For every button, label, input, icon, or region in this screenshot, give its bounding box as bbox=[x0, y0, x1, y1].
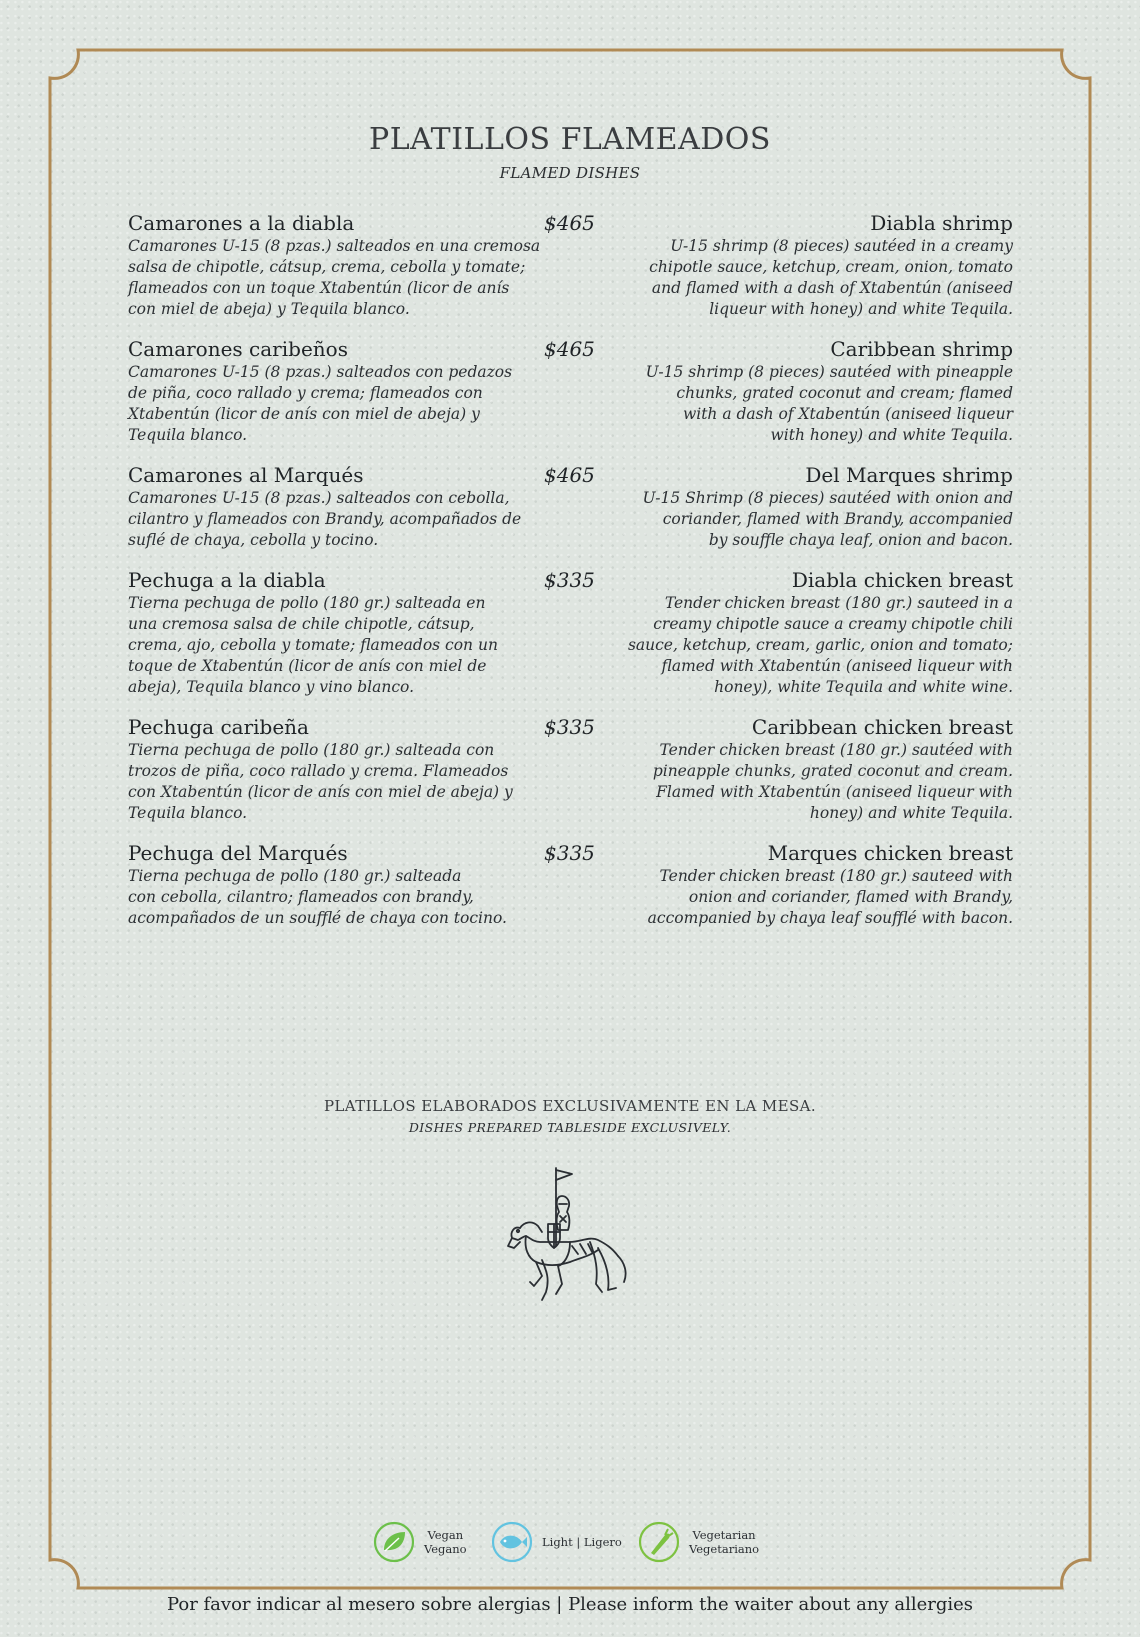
dish-description-en: U-15 shrimp (8 pieces) sautéed with pineapple chunks, grated coconut and cream; flamed with a dash of Xtabentún (aniseed liqueur with honey) and white Tequila. bbox=[645, 363, 1013, 444]
allergy-notice: Por favor indicar al mesero sobre alergias | Please inform the waiter about any allergies bbox=[166, 1594, 974, 1615]
dish-description-en: Tender chicken breast (180 gr.) sauteed with onion and coriander, flamed with Brandy, accompanied by chaya leaf soufflé with bacon. bbox=[647, 867, 1013, 927]
dish-description-es: Camarones U-15 (8 pzas.) salteados en una cremosa salsa de chipotle, cátsup, crema, cebolla y tomate; flameados con un toque Xtabentún (licor de anís con miel de abeja) y Tequila blanco. bbox=[128, 237, 541, 318]
dish-name-en: Diabla shrimp bbox=[870, 211, 1013, 235]
page-subtitle: FLAMED DISHES bbox=[499, 164, 641, 182]
dish-description-es: Tierna pechuga de pollo (180 gr.) salteada con trozos de piña, coco rallado y crema. Flameados con Xtabentún (licor de anís con miel de abeja) y Tequila blanco. bbox=[128, 741, 513, 822]
vegan-label-en: Vegan bbox=[427, 1528, 464, 1542]
dish-description-es: Tierna pechuga de pollo (180 gr.) salteada con cebolla, cilantro; flameados con brandy, acompañados de un soufflé de chaya con tocino. bbox=[128, 867, 507, 927]
dish-name-es: Camarones al Marqués bbox=[128, 463, 364, 487]
dish-name-en: Caribbean chicken breast bbox=[751, 715, 1013, 739]
dish-name-es: Pechuga caribeña bbox=[128, 715, 309, 739]
vegetarian-label-es: Vegetariano bbox=[689, 1542, 760, 1556]
leaf-icon bbox=[372, 1520, 416, 1564]
fish-icon bbox=[490, 1520, 534, 1564]
knight-on-horse-icon bbox=[506, 1166, 636, 1326]
dish-name-en: Diabla chicken breast bbox=[791, 568, 1013, 592]
dish-name-es: Pechuga a la diabla bbox=[128, 568, 326, 592]
vegetarian-label-en: Vegetarian bbox=[692, 1528, 756, 1542]
tableside-note-en: DISHES PREPARED TABLESIDE EXCLUSIVELY. bbox=[408, 1120, 732, 1135]
tableside-note-es: PLATILLOS ELABORADOS EXCLUSIVAMENTE EN LA MESA. bbox=[323, 1097, 817, 1115]
legend-vegetarian bbox=[637, 1520, 759, 1564]
dish-description-en: U-15 Shrimp (8 pieces) sautéed with onion and coriander, flamed with Brandy, accompanied by souffle chaya leaf, onion and bacon. bbox=[642, 489, 1013, 549]
dish-name-en: Caribbean shrimp bbox=[830, 337, 1013, 361]
dish-price: $335 bbox=[544, 841, 595, 865]
dish-price: $335 bbox=[544, 715, 595, 739]
dish-description-en: U-15 shrimp (8 pieces) sautéed in a creamy chipotle sauce, ketchup, cream, onion, tomato and flamed with a dash of Xtabentún (aniseed liqueur with honey) and white Tequila. bbox=[649, 237, 1013, 318]
dish-description-es: Tierna pechuga de pollo (180 gr.) salteada en una cremosa salsa de chile chipotle, cátsup, crema, ajo, cebolla y tomate; flameados con un toque de Xtabentún (licor de anís con miel de abeja), Tequila blanco y vino blanco. bbox=[128, 594, 498, 696]
vegan-label-es: Vegano bbox=[424, 1542, 467, 1556]
dish-name-es: Camarones a la diabla bbox=[128, 211, 355, 235]
dish-description-es: Camarones U-15 (8 pzas.) salteados con cebolla, cilantro y flameados con Brandy, acompañados de suflé de chaya, cebolla y tocino. bbox=[128, 489, 522, 549]
dish-price: $465 bbox=[544, 211, 595, 235]
dish-description-en: Tender chicken breast (180 gr.) sauteed in a creamy chipotle sauce a creamy chipotle chili sauce, ketchup, cream, garlic, onion and tomato; flamed with Xtabentún (aniseed liqueur with honey), white Tequila and white wine. bbox=[627, 594, 1013, 696]
light-label: Light | Ligero bbox=[542, 1535, 622, 1549]
legend-vegan bbox=[372, 1520, 467, 1564]
dish-description-en: Tender chicken breast (180 gr.) sautéed with pineapple chunks, grated coconut and cream. Flamed with Xtabentún (aniseed liqueur with honey) and white Tequila. bbox=[652, 741, 1013, 822]
dish-name-es: Camarones caribeños bbox=[128, 337, 348, 361]
dish-description-es: Camarones U-15 (8 pzas.) salteados con pedazos de piña, coco rallado y crema; flameados con Xtabentún (licor de anís con miel de abeja) y Tequila blanco. bbox=[128, 363, 513, 444]
dish-name-en: Marques chicken breast bbox=[767, 841, 1013, 865]
legend-light bbox=[490, 1520, 622, 1564]
dish-name-es: Pechuga del Marqués bbox=[128, 841, 348, 865]
dish-name-en: Del Marques shrimp bbox=[805, 463, 1013, 487]
dish-price: $335 bbox=[544, 568, 595, 592]
dish-price: $465 bbox=[544, 463, 595, 487]
vegetable-icon bbox=[637, 1520, 681, 1564]
page-title: PLATILLOS FLAMEADOS bbox=[369, 122, 771, 157]
dish-price: $465 bbox=[544, 337, 595, 361]
